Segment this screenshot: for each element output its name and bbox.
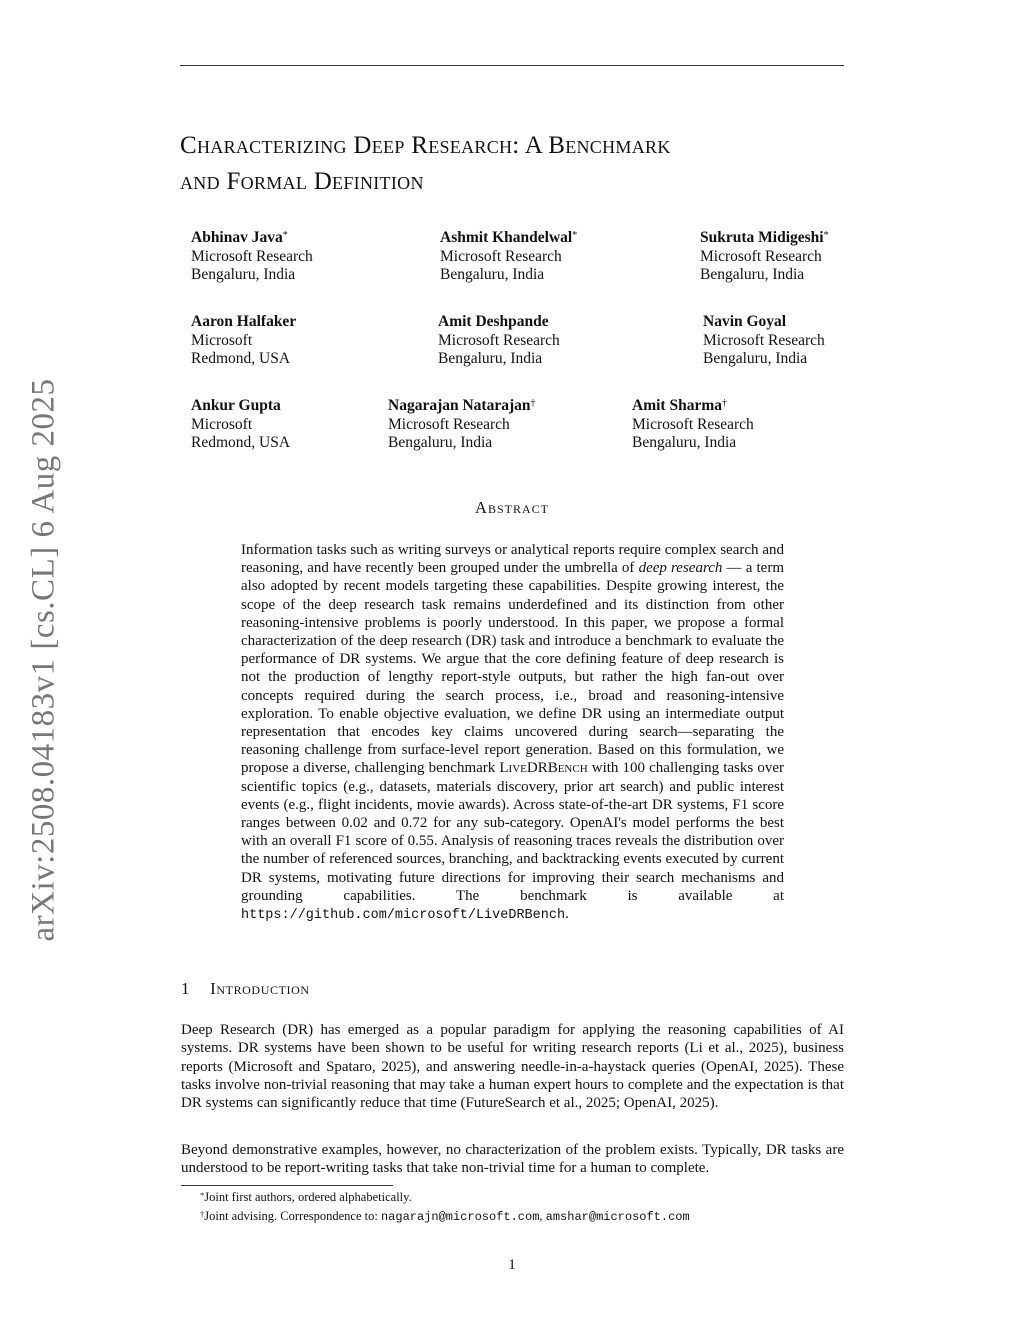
author-location: Bengaluru, India xyxy=(700,266,805,283)
abstract-body xyxy=(241,541,784,925)
footnote-rule xyxy=(181,1185,393,1186)
author-location: Redmond, USA xyxy=(191,350,291,367)
author-location: Bengaluru, India xyxy=(191,266,296,283)
author-affiliation: Microsoft Research xyxy=(388,415,510,433)
section-number: 1 xyxy=(181,979,191,998)
author-block xyxy=(388,397,536,453)
author-mark: * xyxy=(823,230,829,241)
author-location: Bengaluru, India xyxy=(388,434,493,451)
author-mark: † xyxy=(530,398,536,409)
intro-paragraph-1: Deep Research (DR) has emerged as a popular paradigm for applying the reasoning capabilities of AI systems. DR systems have been shown to be useful for writing research reports (Li et al., 2025), business reports (Microsoft and Spataro, 2025), and answering needle-in-a-haystack queries (OpenAI, 2025). These tasks involve non-trivial reasoning that may take a human expert hours to complete and the expectation is that DR systems can significantly reduce that time (FutureSearch et al., 2025; OpenAI, 2025). xyxy=(181,1022,844,1112)
author-block xyxy=(191,229,313,285)
arxiv-stamp[interactable]: arXiv:2508.04183v1 [cs.CL] 6 Aug 2025 xyxy=(25,378,62,942)
footnote-mark: * xyxy=(200,1190,205,1200)
author-block xyxy=(440,229,577,285)
benchmark-name: LiveDRBench xyxy=(499,760,588,777)
author-block xyxy=(191,397,290,453)
page-number: 1 xyxy=(508,1257,516,1273)
footnote-1 xyxy=(200,1189,412,1205)
section-heading xyxy=(181,979,310,999)
author-mark: * xyxy=(282,230,288,241)
author-name: Navin Goyal xyxy=(703,313,787,330)
abstract-italic-term: deep research xyxy=(638,560,723,577)
author-name: Ankur Gupta xyxy=(191,397,281,414)
author-name: Amit Sharma xyxy=(632,397,722,414)
author-block xyxy=(700,229,829,285)
author-affiliation: Microsoft Research xyxy=(703,331,825,349)
repo-link[interactable]: https://github.com/microsoft/LiveDRBench xyxy=(241,908,566,924)
author-affiliation: Microsoft xyxy=(191,331,253,349)
paper-title xyxy=(180,128,860,200)
author-block xyxy=(703,313,825,369)
author-name: Aaron Halfaker xyxy=(191,313,297,330)
author-block xyxy=(191,313,296,369)
footnote-separator: , xyxy=(539,1209,546,1223)
abstract-end: . xyxy=(565,906,569,923)
author-location: Bengaluru, India xyxy=(438,350,543,367)
author-name: Nagarajan Natarajan xyxy=(388,397,531,414)
abstract-text: — a term also adopted by recent models targeting these capabilities. Despite growing interest, the scope of the deep research task remains underdefined and its distinction from other reasoning-intensive problems is poorly understood. In this paper, we propose a formal characterization of the deep research (DR) task and introduce a benchmark to evaluate the performance of DR systems. We argue that the core defining feature of deep research is not the production of lengthy report-style outputs, but rather the high fan-out over concepts required during the search process, i.e., broad and reasoning-intensive exploration. To enable objective evaluation, we define DR using an intermediate output representation that encodes key claims uncovered during search—separating the reasoning challenge from surface-level report generation. Based on this formulation, we propose a diverse, challenging benchmark xyxy=(241,560,784,777)
author-name: Amit Deshpande xyxy=(438,313,549,330)
author-affiliation: Microsoft Research xyxy=(700,247,822,265)
author-location: Bengaluru, India xyxy=(703,350,808,367)
author-mark: * xyxy=(572,230,578,241)
author-affiliation: Microsoft Research xyxy=(440,247,562,265)
abstract-text: with 100 challenging tasks over scientific topics (e.g., datasets, materials discovery, prior art search) and public interest events (e.g., flight incidents, movie awards). Across state-of-the-art DR systems, F1 score ranges between 0.02 and 0.72 for any sub-category. OpenAI's model performs the best with an overall F1 score of 0.55. Analysis of reasoning traces reveals the distribution over the number of referenced sources, branching, and backtracking events executed by current DR systems, motivating future directions for improving their search mechanisms and grounding capabilities. The benchmark is available at xyxy=(241,760,784,904)
footnote-text: Joint advising. Correspondence to: xyxy=(204,1209,381,1223)
title-line-2: and Formal Definition xyxy=(180,168,424,195)
author-affiliation: Microsoft xyxy=(191,415,253,433)
author-block xyxy=(438,313,560,369)
abstract-heading: Abstract xyxy=(475,498,549,517)
author-name: Ashmit Khandelwal xyxy=(440,229,573,246)
author-block xyxy=(632,397,754,453)
author-affiliation: Microsoft Research xyxy=(632,415,754,433)
email-link[interactable]: nagarajn@microsoft.com xyxy=(380,1210,540,1224)
header-rule xyxy=(180,65,844,66)
footnote-mark: † xyxy=(200,1209,205,1219)
author-location: Bengaluru, India xyxy=(440,266,545,283)
author-location: Redmond, USA xyxy=(191,434,291,451)
author-affiliation: Microsoft Research xyxy=(191,247,313,265)
footnote-text: Joint first authors, ordered alphabetically. xyxy=(204,1190,412,1204)
intro-paragraph-2: Beyond demonstrative examples, however, no characterization of the problem exists. Typically, DR tasks are understood to be report-writing tasks that take non-trivial time for a human to complete. xyxy=(181,1142,844,1177)
footnote-2 xyxy=(200,1208,690,1225)
author-mark: † xyxy=(721,398,727,409)
section-title: Introduction xyxy=(210,979,310,998)
title-line-1: Characterizing Deep Research: A Benchmark xyxy=(180,132,671,159)
author-name: Abhinav Java xyxy=(191,229,283,246)
abstract-text: Information tasks such as writing surveys or analytical reports require complex search and reasoning, and have recently been grouped under the umbrella of xyxy=(241,542,784,577)
email-link[interactable]: amshar@microsoft.com xyxy=(545,1210,690,1224)
author-affiliation: Microsoft Research xyxy=(438,331,560,349)
author-location: Bengaluru, India xyxy=(632,434,737,451)
author-name: Sukruta Midigeshi xyxy=(700,229,824,246)
